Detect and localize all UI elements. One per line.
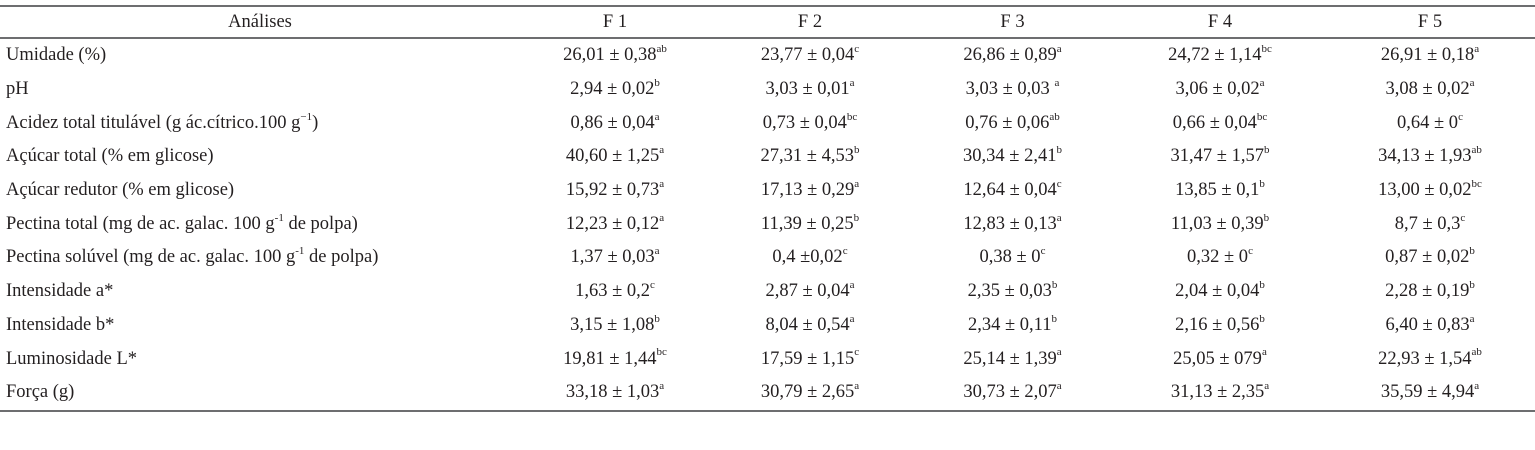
cell-f4	[1115, 275, 1325, 309]
significance-letter: c	[842, 245, 848, 258]
table-row	[0, 342, 1535, 376]
cell-f4	[1115, 241, 1325, 275]
significance-letter: c	[854, 43, 860, 56]
row-label-text: Pectina solúvel (mg de ac. galac. 100 g	[6, 247, 296, 268]
significance-letter: b	[1056, 144, 1062, 157]
cell-value: 2,94 ± 0,02	[570, 79, 655, 100]
significance-letter: ab	[1471, 346, 1482, 359]
row-label-text: Açúcar redutor (% em glicose)	[6, 180, 235, 201]
cell-value: 3,06 ± 0,02	[1175, 79, 1260, 100]
significance-letter: b	[654, 76, 660, 89]
significance-letter: bc	[656, 346, 667, 359]
significance-letter: a	[1469, 312, 1475, 325]
significance-letter: a	[849, 279, 855, 291]
row-label-exponent: −1	[300, 110, 313, 123]
cell-f2	[710, 106, 910, 140]
cell-value: 30,34 ± 2,41	[963, 146, 1057, 167]
cell-value: 2,28 ± 0,19	[1385, 281, 1470, 302]
cell-value: 27,31 ± 4,53	[760, 146, 854, 167]
cell-f5	[1325, 275, 1535, 309]
cell-value: 13,85 ± 0,1	[1175, 180, 1260, 201]
cell-f2	[710, 73, 910, 107]
row-label	[0, 376, 520, 411]
cell-value: 17,13 ± 0,29	[760, 180, 855, 201]
row-label-text: Açúcar total (% em glicose)	[6, 146, 214, 167]
cell-value: 0,86 ± 0,04	[570, 112, 655, 133]
significance-letter: b	[853, 144, 860, 157]
cell-f3	[910, 38, 1115, 73]
cell-f1	[520, 73, 710, 107]
significance-letter: a	[1261, 346, 1267, 359]
significance-letter: a	[1264, 380, 1270, 393]
row-label-text: Intensidade a*	[6, 281, 114, 302]
cell-f4	[1115, 174, 1325, 208]
cell-f2	[710, 241, 910, 275]
cell-value: 23,77 ± 0,04	[760, 45, 855, 66]
row-label-suffix: de polpa)	[304, 247, 379, 268]
table-row	[0, 38, 1535, 73]
cell-value: 31,13 ± 2,35	[1170, 382, 1265, 403]
cell-value: 0,87 ± 0,02	[1385, 247, 1470, 268]
cell-value: 25,05 ± 079	[1173, 348, 1262, 369]
table-row	[0, 275, 1535, 309]
cell-f3	[910, 106, 1115, 140]
cell-value: 12,64 ± 0,04	[963, 180, 1057, 201]
header-f2: F 2	[710, 6, 910, 38]
cell-f4	[1115, 309, 1325, 343]
cell-f1	[520, 275, 710, 309]
cell-value: 19,81 ± 1,44	[563, 348, 657, 369]
cell-value: 31,47 ± 1,57	[1170, 146, 1264, 167]
cell-value: 0,38 ± 0	[979, 247, 1041, 268]
cell-value: 3,03 ± 0,03	[965, 79, 1055, 100]
cell-f4	[1115, 38, 1325, 73]
row-label-text: pH	[6, 79, 29, 100]
cell-f4	[1115, 207, 1325, 241]
significance-letter: a	[1474, 380, 1480, 393]
cell-value: 3,08 ± 0,02	[1385, 79, 1470, 100]
cell-value: 1,37 ± 0,03	[570, 247, 655, 268]
significance-letter: b	[1469, 279, 1475, 291]
cell-f5	[1325, 73, 1535, 107]
cell-value: 3,03 ± 0,01	[765, 79, 850, 100]
significance-letter: a	[659, 380, 665, 393]
cell-value: 17,59 ± 1,15	[760, 348, 855, 369]
cell-f3	[910, 207, 1115, 241]
table-row	[0, 106, 1535, 140]
row-label-text: Acidez total titulável (g ác.cítrico.100 g	[6, 112, 301, 133]
cell-f3	[910, 309, 1115, 343]
significance-letter: b	[1051, 312, 1057, 325]
cell-value: 12,83 ± 0,13	[963, 213, 1057, 234]
cell-f5	[1325, 174, 1535, 208]
row-label-text: Luminosidade L*	[6, 348, 138, 369]
header-analises: Análises	[0, 6, 520, 38]
cell-f2	[710, 207, 910, 241]
cell-value: 26,86 ± 0,89	[963, 45, 1057, 66]
row-label	[0, 106, 520, 140]
cell-f3	[910, 73, 1115, 107]
header-row	[0, 6, 1535, 38]
significance-letter: b	[1259, 177, 1265, 190]
significance-letter: c	[1248, 245, 1253, 258]
significance-letter: c	[1056, 177, 1062, 190]
table-row	[0, 241, 1535, 275]
row-label	[0, 342, 520, 376]
row-label	[0, 140, 520, 174]
cell-f3	[910, 342, 1115, 376]
cell-f1	[520, 106, 710, 140]
cell-value: 2,34 ± 0,11	[968, 314, 1052, 335]
significance-letter: bc	[1261, 43, 1272, 56]
cell-value: 30,73 ± 2,07	[963, 382, 1057, 403]
cell-f5	[1325, 140, 1535, 174]
significance-letter: c	[1460, 211, 1466, 224]
cell-value: 13,00 ± 0,02	[1378, 180, 1472, 201]
cell-f1	[520, 376, 710, 411]
cell-f5	[1325, 106, 1535, 140]
row-label-text: Umidade (%)	[6, 45, 107, 66]
significance-letter: a	[854, 177, 860, 190]
table-row	[0, 207, 1535, 241]
cell-value: 3,15 ± 1,08	[570, 314, 655, 335]
header-f5: F 5	[1325, 6, 1535, 38]
cell-f5	[1325, 38, 1535, 73]
cell-f4	[1115, 342, 1325, 376]
analysis-table	[0, 5, 1535, 412]
cell-f1	[520, 38, 710, 73]
significance-letter: a	[1056, 346, 1062, 359]
row-label	[0, 207, 520, 241]
significance-letter: bc	[846, 110, 858, 123]
significance-letter: b	[1263, 144, 1270, 157]
row-label	[0, 241, 520, 275]
header-f4: F 4	[1115, 6, 1325, 38]
cell-value: 0,76 ± 0,06	[965, 112, 1050, 133]
significance-letter: a	[659, 144, 665, 157]
significance-letter: bc	[1471, 177, 1482, 190]
significance-letter: b	[853, 211, 860, 224]
significance-letter: b	[1469, 245, 1475, 258]
significance-letter: a	[849, 312, 855, 325]
cell-f4	[1115, 106, 1325, 140]
cell-f2	[710, 140, 910, 174]
cell-value: 15,92 ± 0,73	[565, 180, 660, 201]
row-label-text: Pectina total (mg de ac. galac. 100 g	[6, 213, 275, 234]
significance-letter: b	[654, 312, 660, 325]
cell-value: 1,63 ± 0,2	[575, 281, 650, 302]
cell-value: 35,59 ± 4,94	[1380, 382, 1475, 403]
significance-letter: a	[1056, 211, 1062, 224]
cell-value: 24,72 ± 1,14	[1168, 45, 1262, 66]
cell-value: 8,04 ± 0,54	[765, 314, 850, 335]
significance-letter: ab	[1049, 110, 1060, 123]
cell-f1	[520, 140, 710, 174]
cell-f3	[910, 140, 1115, 174]
table-header	[0, 6, 1535, 38]
cell-f4	[1115, 73, 1325, 107]
significance-letter: ab	[1471, 144, 1482, 157]
cell-value: 34,13 ± 1,93	[1378, 146, 1472, 167]
cell-value: 40,60 ± 1,25	[565, 146, 660, 167]
header-f1: F 1	[520, 6, 710, 38]
cell-value: 0,73 ± 0,04	[762, 112, 847, 133]
cell-f5	[1325, 241, 1535, 275]
header-f3: F 3	[910, 6, 1115, 38]
cell-f1	[520, 241, 710, 275]
row-label-exponent: -1	[274, 211, 284, 224]
row-label-suffix: )	[312, 112, 319, 133]
row-label-text: Força (g)	[6, 382, 75, 403]
cell-value: 2,35 ± 0,03	[967, 281, 1052, 302]
cell-value: 25,14 ± 1,39	[963, 348, 1057, 369]
cell-value: 0,32 ± 0	[1187, 247, 1249, 268]
table-row	[0, 376, 1535, 411]
cell-f5	[1325, 207, 1535, 241]
significance-letter: a	[1056, 43, 1062, 56]
cell-value: 2,87 ± 0,04	[765, 281, 850, 302]
significance-letter: c	[1040, 245, 1046, 258]
cell-f5	[1325, 342, 1535, 376]
cell-f3	[910, 241, 1115, 275]
cell-value: 26,01 ± 0,38	[563, 45, 657, 66]
row-label	[0, 275, 520, 309]
row-label	[0, 38, 520, 73]
significance-letter: c	[854, 346, 860, 359]
cell-f2	[710, 38, 910, 73]
cell-f1	[520, 174, 710, 208]
cell-f1	[520, 207, 710, 241]
cell-value: 6,40 ± 0,83	[1385, 314, 1470, 335]
cell-f3	[910, 376, 1115, 411]
cell-value: 11,03 ± 0,39	[1170, 213, 1264, 234]
significance-letter: a	[654, 245, 660, 258]
row-label	[0, 309, 520, 343]
cell-value: 33,18 ± 1,03	[565, 382, 660, 403]
cell-f2	[710, 376, 910, 411]
significance-letter: c	[650, 279, 655, 291]
significance-letter: c	[1458, 110, 1463, 123]
row-label	[0, 174, 520, 208]
cell-value: 0,66 ± 0,04	[1172, 112, 1257, 133]
significance-letter: a	[654, 110, 660, 123]
significance-letter: a	[659, 211, 665, 224]
significance-letter: ab	[656, 43, 667, 56]
significance-letter: a	[1056, 380, 1062, 393]
significance-letter: bc	[1256, 110, 1268, 123]
cell-value: 11,39 ± 0,25	[760, 213, 854, 234]
significance-letter: a	[854, 380, 860, 393]
table-row	[0, 140, 1535, 174]
significance-letter: b	[1259, 312, 1265, 325]
cell-value: 0,64 ± 0	[1397, 112, 1459, 133]
cell-value: 2,16 ± 0,56	[1175, 314, 1260, 335]
table-row	[0, 73, 1535, 107]
significance-letter: a	[849, 76, 855, 89]
significance-letter: a	[1474, 43, 1480, 56]
cell-value: 0,4 ±0,02	[772, 247, 843, 268]
cell-f2	[710, 309, 910, 343]
cell-f2	[710, 342, 910, 376]
cell-f1	[520, 309, 710, 343]
cell-f5	[1325, 309, 1535, 343]
significance-letter: a	[1259, 76, 1265, 89]
cell-f2	[710, 275, 910, 309]
significance-letter: a	[1469, 76, 1475, 89]
significance-letter: b	[1263, 211, 1270, 224]
significance-letter: b	[1051, 279, 1058, 291]
significance-letter: a	[1054, 76, 1060, 89]
cell-value: 26,91 ± 0,18	[1380, 45, 1475, 66]
row-label	[0, 73, 520, 107]
row-label-suffix: de polpa)	[283, 213, 358, 234]
cell-value: 8,7 ± 0,3	[1394, 213, 1461, 234]
cell-value: 2,04 ± 0,04	[1175, 281, 1260, 302]
cell-value: 22,93 ± 1,54	[1378, 348, 1472, 369]
cell-f4	[1115, 376, 1325, 411]
significance-letter: a	[659, 177, 665, 190]
table-row	[0, 309, 1535, 343]
table-body	[0, 38, 1535, 411]
table-row	[0, 174, 1535, 208]
cell-value: 12,23 ± 0,12	[565, 213, 660, 234]
cell-value: 30,79 ± 2,65	[760, 382, 855, 403]
cell-f3	[910, 174, 1115, 208]
cell-f1	[520, 342, 710, 376]
row-label-text: Intensidade b*	[6, 314, 115, 335]
significance-letter: b	[1259, 279, 1265, 291]
row-label-exponent: -1	[295, 245, 305, 258]
cell-f5	[1325, 376, 1535, 411]
cell-f2	[710, 174, 910, 208]
cell-f3	[910, 275, 1115, 309]
cell-f4	[1115, 140, 1325, 174]
